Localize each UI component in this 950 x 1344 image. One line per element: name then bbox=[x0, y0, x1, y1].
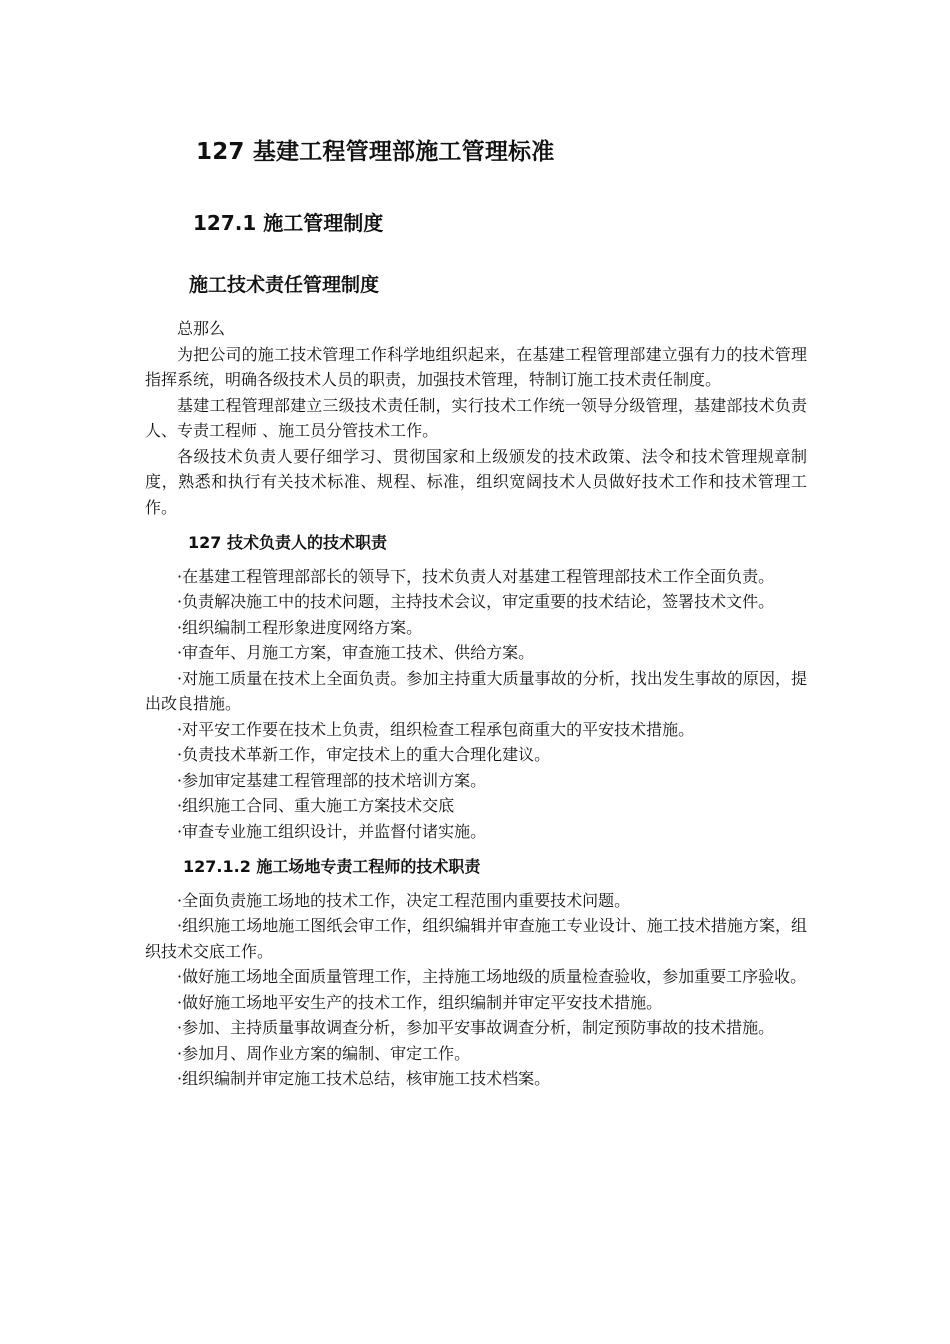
subsection-heading: 施工技术责任管理制度 bbox=[189, 274, 380, 296]
list-item: ·做好施工场地全面质量管理工作，主持施工场地级的质量检查验收，参加重要工序验收。 bbox=[177, 967, 807, 986]
list-item: ·对平安工作要在技术上负责，组织检查工程承包商重大的平安技术措施。 bbox=[177, 719, 695, 739]
section1-title: 127 技术负责人的技术职责 bbox=[188, 533, 387, 552]
list-item: ·全面负责施工场地的技术工作，决定工程范围内重要技术问题。 bbox=[177, 890, 631, 910]
list-item: ·组织施工合同、重大施工方案技术交底 bbox=[177, 796, 455, 815]
list-item: ·组织编制并审定施工技术总结，核审施工技术档案。 bbox=[177, 1069, 551, 1088]
list-item: ·组织施工场地施工图纸会审工作，组织编辑并审查施工专业设计、施工技术措施方案，组织技术交底工作。 bbox=[145, 916, 807, 961]
section2-title: 127.1.2 施工场地专责工程师的技术职责 bbox=[183, 857, 481, 876]
list-item: ·对施工质量在技术上全面负责。参加主持重大质量事故的分析，找出发生事故的原因，提出改良措施。 bbox=[145, 668, 807, 713]
list-item: ·组织编制工程形象进度网络方案。 bbox=[177, 617, 423, 637]
list-item: ·在基建工程管理部部长的领导下，技术负责人对基建工程管理部技术工作全面负责。 bbox=[177, 566, 775, 586]
paragraph: 基建工程管理部建立三级技术责任制，实行技术工作统一领导分级管理，基建部技术负责人、专责工程师 、施工员分管技术工作。 bbox=[145, 395, 807, 440]
list-item: ·做好施工场地平安生产的技术工作，组织编制并审定平安技术措施。 bbox=[177, 992, 663, 1012]
list-item: ·参加月、周作业方案的编制、审定工作。 bbox=[177, 1043, 471, 1063]
paragraph: 为把公司的施工技术管理工作科学地组织起来，在基建工程管理部建立强有力的技术管理指挥系统，明确各级技术人员的职责，加强技术管理，特制订施工技术责任制度。 bbox=[145, 344, 807, 389]
chapter-heading: 127 基建工程管理部施工管理标准 bbox=[196, 139, 555, 165]
list-item: ·负责技术革新工作，审定技术上的重大合理化建议。 bbox=[177, 745, 551, 764]
document-body bbox=[145, 316, 807, 1092]
paragraph: 各级技术负责人要仔细学习、贯彻国家和上级颁发的技术政策、法令和技术管理规章制度，熟悉和执行有关技术标准、规程、标准，组织宽阔技术人员做好技术工作和技术管理工作。 bbox=[145, 446, 807, 517]
list-item: ·参加审定基建工程管理部的技术培训方案。 bbox=[177, 770, 487, 790]
list-item: ·负责解决施工中的技术问题，主持技术会议，审定重要的技术结论，签署技术文件。 bbox=[177, 592, 775, 611]
list-item: ·参加、主持质量事故调查分析，参加平安事故调查分析，制定预防事故的技术措施。 bbox=[177, 1018, 775, 1037]
list-item: ·审查年、月施工方案，审查施工技术、供给方案。 bbox=[177, 643, 535, 662]
list-item: ·审查专业施工组织设计，并监督付诸实施。 bbox=[177, 821, 487, 841]
general-label: 总那么 bbox=[177, 319, 226, 338]
section-heading: 127.1 施工管理制度 bbox=[193, 211, 384, 235]
